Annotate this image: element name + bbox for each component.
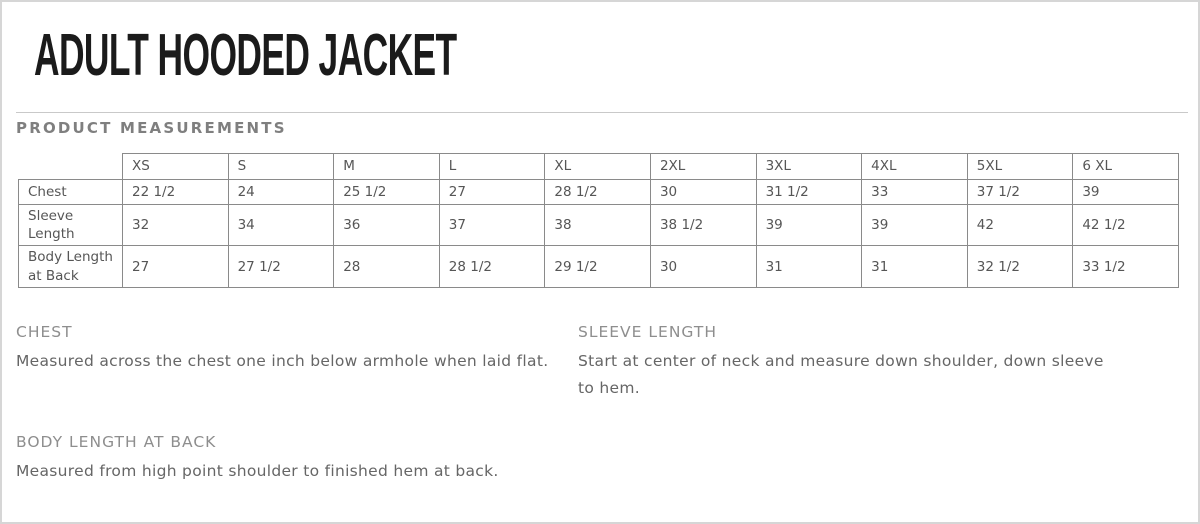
size-col-header-s: S [228,154,334,180]
size-cell: 34 [228,205,334,246]
size-cell: 27 1/2 [228,246,334,287]
size-header-row [19,154,1179,180]
table-row-sleeve-length [19,205,1179,246]
size-cell: 27 [123,246,229,287]
table-row-body-length [19,246,1179,287]
row-label-chest: Chest [19,180,123,205]
table-row-chest [19,180,1179,205]
note-chest-description: Measured across the chest one inch below armhole when laid flat. [16,352,549,370]
size-cell: 33 [862,180,968,205]
size-cell: 32 1/2 [967,246,1073,287]
size-cell: 28 1/2 [439,246,545,287]
size-cell: 39 [1073,180,1179,205]
size-col-header-xs: XS [123,154,229,180]
size-cell: 37 [439,205,545,246]
note-body-length [16,433,636,485]
size-cell: 28 [334,246,440,287]
size-cell: 30 [650,246,756,287]
size-cell: 32 [123,205,229,246]
size-cell: 42 1/2 [1073,205,1179,246]
row-label-sleeve-length: Sleeve Length [19,205,123,246]
note-chest [16,323,561,375]
size-cell: 29 1/2 [545,246,651,287]
page-title: ADULT HOODED JACKET [34,22,457,88]
note-sleeve-length-description: Start at center of neck and measure down shoulder, down sleeve to hem. [578,352,1104,397]
size-cell: 31 [862,246,968,287]
note-sleeve-length [578,323,1113,402]
row-label-body-length: Body Length at Back [19,246,123,287]
size-cell: 33 1/2 [1073,246,1179,287]
size-cell: 38 1/2 [650,205,756,246]
size-cell: 25 1/2 [334,180,440,205]
section-heading: PRODUCT MEASUREMENTS [16,119,287,137]
size-cell: 39 [756,205,862,246]
note-chest-heading: CHEST [16,323,73,341]
size-col-header-m: M [334,154,440,180]
size-cell: 30 [650,180,756,205]
size-cell: 42 [967,205,1073,246]
size-cell: 22 1/2 [123,180,229,205]
horizontal-divider [16,112,1188,113]
size-cell: 37 1/2 [967,180,1073,205]
size-col-header-xl: XL [545,154,651,180]
size-cell: 31 [756,246,862,287]
size-col-header-l: L [439,154,545,180]
size-cell: 38 [545,205,651,246]
size-cell: 31 1/2 [756,180,862,205]
note-body-length-description: Measured from high point shoulder to finished hem at back. [16,462,499,480]
note-body-length-heading: BODY LENGTH AT BACK [16,433,217,451]
size-cell: 36 [334,205,440,246]
size-cell: 24 [228,180,334,205]
size-cell: 27 [439,180,545,205]
size-col-header-5xl: 5XL [967,154,1073,180]
size-cell: 39 [862,205,968,246]
size-col-header-4xl: 4XL [862,154,968,180]
size-table [18,153,1179,288]
note-sleeve-length-heading: SLEEVE LENGTH [578,323,717,341]
size-col-header-6xl: 6 XL [1073,154,1179,180]
size-cell: 28 1/2 [545,180,651,205]
size-col-header-3xl: 3XL [756,154,862,180]
size-col-header-2xl: 2XL [650,154,756,180]
table-corner-cell [19,154,123,180]
